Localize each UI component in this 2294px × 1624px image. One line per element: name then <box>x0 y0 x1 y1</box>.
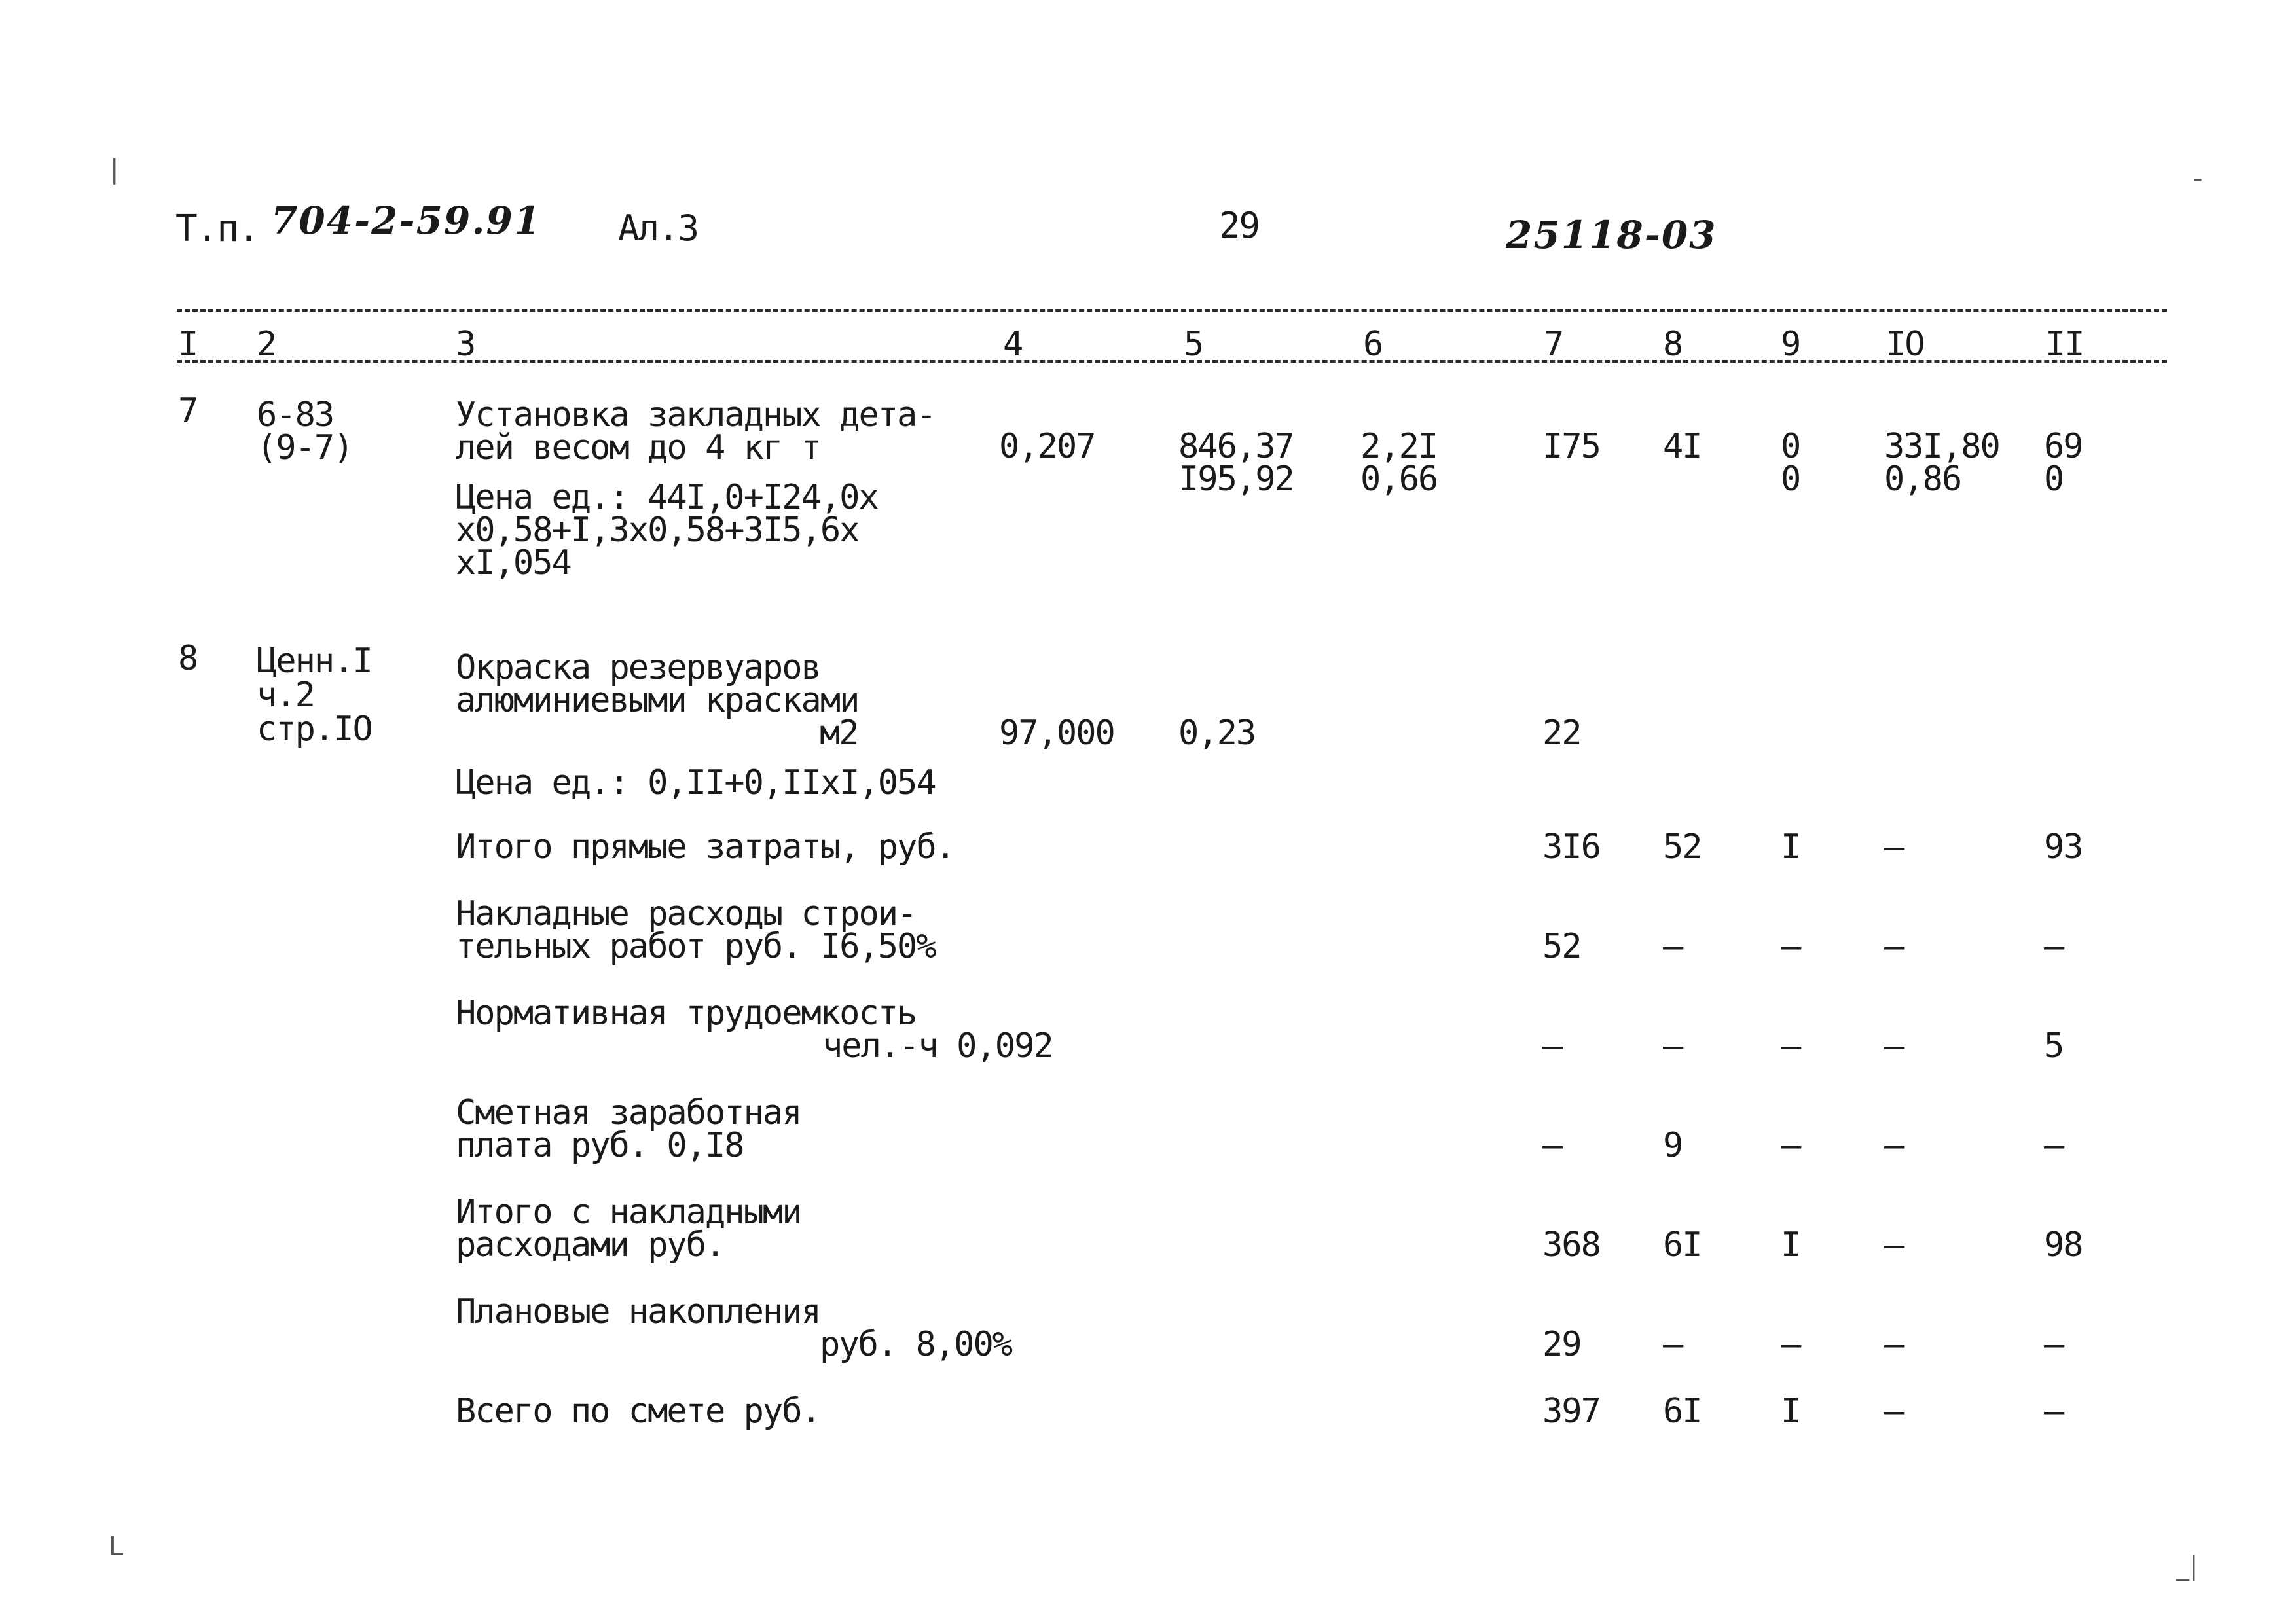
item-description-line: Установка закладных дета- <box>456 395 936 435</box>
summary-label: Сметная заработная <box>456 1093 801 1132</box>
unit-price-line: х0,58+I,3х0,58+3I5,6х <box>456 511 859 550</box>
summary-label: чел.-ч 0,092 <box>822 1026 1053 1066</box>
cell-col-10: – <box>1884 1126 1904 1165</box>
summary-label: расходами руб. <box>456 1225 725 1265</box>
column-header: IO <box>1885 325 1924 364</box>
cell-col-8: 6I <box>1663 1392 1702 1431</box>
cell-col-9: I <box>1781 827 1800 867</box>
summary-label: Нормативная трудоемкость <box>456 994 917 1033</box>
cell-col-10: – <box>1884 827 1904 867</box>
cell-col-9: 0 <box>1781 427 1800 466</box>
cell-col-10: – <box>1884 1325 1904 1364</box>
cell-col-7: 3I6 <box>1542 827 1600 867</box>
item-number: 7 <box>178 391 198 431</box>
summary-label: Итого прямые затраты, руб. <box>456 827 955 867</box>
column-header: 9 <box>1781 325 1800 364</box>
cell-col-7: 29 <box>1542 1325 1581 1364</box>
cell-col-8: 52 <box>1663 827 1702 867</box>
cell-col-8: – <box>1663 1325 1683 1364</box>
summary-label: Накладные расходы строи- <box>456 894 917 933</box>
column-header: 5 <box>1184 325 1203 364</box>
cell-col-9: 0 <box>1781 460 1800 499</box>
item-code-line: Ценн.I <box>257 641 372 681</box>
cell-col-7: – <box>1542 1126 1562 1165</box>
cell-col-11: – <box>2044 927 2064 966</box>
item-unit: м2 <box>820 713 858 753</box>
cell-col-10: – <box>1884 1225 1904 1265</box>
scan-mark-bottom-right: _| <box>2176 1551 2198 1581</box>
column-header: I <box>178 325 198 364</box>
item-description-line: алюминиевыми красками <box>456 681 859 720</box>
cell-col-11: 5 <box>2044 1026 2064 1066</box>
column-header: 3 <box>456 325 475 364</box>
cell-col-4: 97,000 <box>999 713 1114 753</box>
summary-label: Плановые накопления <box>456 1292 820 1331</box>
cell-col-7: 368 <box>1542 1225 1600 1265</box>
summary-label: руб. 8,00% <box>820 1325 1012 1364</box>
table-top-rule <box>177 309 2167 312</box>
cell-col-8: 9 <box>1663 1126 1683 1165</box>
cell-col-7: 22 <box>1542 713 1581 753</box>
cell-col-10: 33I,80 <box>1884 427 1999 466</box>
item-number: 8 <box>178 639 198 678</box>
item-description-line: Окраска резервуаров <box>456 648 820 687</box>
cell-col-9: – <box>1781 1026 1800 1066</box>
unit-price-line: Цена ед.: 0,II+0,IIхI,054 <box>456 763 936 803</box>
tp-label: Т.п. <box>175 208 259 250</box>
summary-label: Итого с накладными <box>456 1193 801 1232</box>
cell-col-9: – <box>1781 927 1800 966</box>
cell-col-9: – <box>1781 1126 1800 1165</box>
album-label: Ал.3 <box>618 208 699 249</box>
cell-col-11: – <box>2044 1392 2064 1431</box>
item-code-line: 6-83 <box>257 395 334 435</box>
cell-col-10: – <box>1884 1392 1904 1431</box>
cell-col-6: 0,66 <box>1360 460 1438 499</box>
cell-col-5: 846,37 <box>1178 427 1294 466</box>
cell-col-10: – <box>1884 927 1904 966</box>
cell-col-5: I95,92 <box>1178 460 1294 499</box>
cell-col-11: 69 <box>2044 427 2083 466</box>
item-description-line: лей весом до 4 кг т <box>456 428 820 467</box>
column-header: II <box>2045 325 2084 364</box>
tp-number: 704-2-59.91 <box>271 198 542 243</box>
summary-label: тельных работ руб. I6,50% <box>456 927 936 966</box>
header-bottom-rule <box>177 360 2167 363</box>
page-number: 29 <box>1219 205 1260 246</box>
column-header: 8 <box>1663 325 1683 364</box>
summary-label: Всего по смете руб. <box>456 1392 820 1431</box>
item-code-line: стр.IO <box>257 710 372 749</box>
cell-col-11: 98 <box>2044 1225 2083 1265</box>
scan-mark-top-left: | <box>110 154 119 185</box>
cell-col-9: I <box>1781 1225 1800 1265</box>
cell-col-8: 4I <box>1663 427 1702 466</box>
column-header: 6 <box>1363 325 1383 364</box>
cell-col-8: – <box>1663 1026 1683 1066</box>
cell-col-11: – <box>2044 1325 2064 1364</box>
cell-col-4: 0,207 <box>999 427 1095 466</box>
unit-price-line: Цена ед.: 44I,0+I24,0х <box>456 478 878 517</box>
column-header: 7 <box>1544 325 1563 364</box>
cell-col-7: 52 <box>1542 927 1581 966</box>
cell-col-10: 0,86 <box>1884 460 1961 499</box>
cell-col-8: 6I <box>1663 1225 1702 1265</box>
document-code: 25118-03 <box>1506 213 1717 257</box>
cell-col-9: I <box>1781 1392 1800 1431</box>
cell-col-7: 397 <box>1542 1392 1600 1431</box>
item-code-line: ч.2 <box>257 676 314 715</box>
cell-col-10: – <box>1884 1026 1904 1066</box>
cell-col-11: – <box>2044 1126 2064 1165</box>
cell-col-5: 0,23 <box>1178 713 1256 753</box>
column-header: 2 <box>257 325 276 364</box>
column-header: 4 <box>1003 325 1023 364</box>
cell-col-7: – <box>1542 1026 1562 1066</box>
unit-price-line: хI,054 <box>456 543 571 583</box>
cell-col-11: 93 <box>2044 827 2083 867</box>
scan-mark-bottom-left: L <box>109 1532 124 1562</box>
scan-mark-top-right: - <box>2193 164 2203 194</box>
item-code-line: (9-7) <box>257 428 353 467</box>
summary-label: плата руб. 0,I8 <box>456 1126 744 1165</box>
cell-col-6: 2,2I <box>1360 427 1438 466</box>
cell-col-9: – <box>1781 1325 1800 1364</box>
cell-col-7: I75 <box>1542 427 1600 466</box>
cell-col-8: – <box>1663 927 1683 966</box>
cell-col-11: 0 <box>2044 460 2064 499</box>
